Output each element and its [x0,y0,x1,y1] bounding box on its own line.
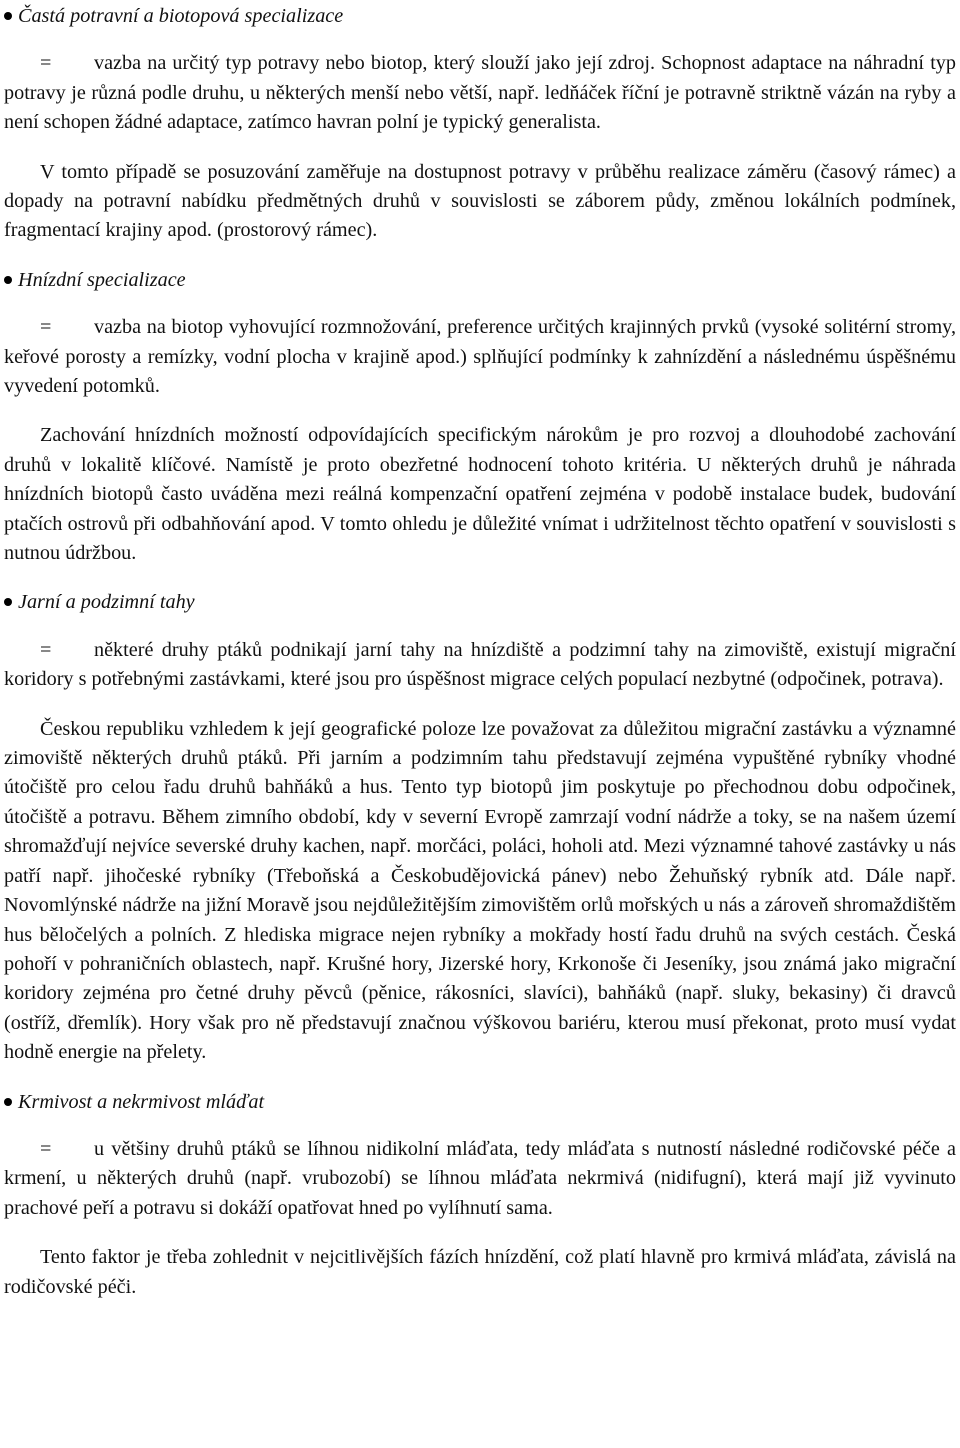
paragraph: Zachování hnízdních možností odpovídajících specifickým nárokům je pro rozvoj a dlouhodobé zachování druhů v lokalitě klíčové. Namístě je proto obezřetné hodnocení tohoto kritéria. U některých druhů je náhrada hnízdních biotopů často uváděna mezi reálná kompenzační opatření zejména v podobě instalace budek, budování ptačích ostrovů při odbahňování apod. V tomto ohledu je důležité vnímat i udržitelnost těchto opatření v souvislosti s nutnou údržbou. [4,424,956,565]
document-page [4,0,956,1302]
heading-text: Hnízdní specializace [18,268,186,291]
paragraph: Českou republiku vzhledem k její geografické poloze lze považovat za důležitou migrační zastávku a významné zimoviště některých druhů ptáků. Při jarním a podzimním tahu představují zejména vypuštěné rybníky vhodné útočiště pro celou řadu druhů bahňáků a hus. Tento typ biotopů jim poskytuje po přechodnou dobu odpočinek, útočiště a potravu. Během zimního období, kdy v severní Evropě zamrzají vodní nádrže a toky, se na našem území shromažďují nejvíce severské druhy kachen, např. morčáci, poláci, hoholi atd. Mezi významné tahové zastávky u nás patří např. jihočeské rybníky (Třeboňská a Českobudějovická pánev) nebo Žehuňský rybník atd. Dále např. Novomlýnské nádrže na jižní Moravě jsou nejdůležitějším zimovištěm orlů mořských u nás a zároveň shromaždištěm hus běločelých a polních. Z hlediska migrace nejen rybníky a mokřady hostí řadu druhů na svých cestách. Česká pohoří v pohraničních oblastech, např. Krušné hory, Jizerské hory, Krkonoše či Jeseníky, jsou známá jako migrační koridory zejména pro četné druhy pěvců (pěnice, rákosníci, slavíci), bahňáků (např. sluky, bekasiny) či dravců (ostříž, dřemlík). Hory však pro ně představují značnou výškovou bariéru, kterou musí překonat, proto musí vydat hodně energie na přelety. [4,717,956,1064]
section-heading [4,1088,956,1117]
section-heading [4,266,956,295]
paragraph-text: vazba na určitý typ potravy nebo biotop, který slouží jako její zdroj. Schopnost adaptace na náhradní typ potravy je různá podle druhu, u některých menší nebo větší, např. ledňáček říční je potravně striktně vázán na ryby a není schopen žádné adaptace, zatímco havran polní je typický generalista. [4,52,956,134]
equals-sign: = [40,316,52,339]
bullet-icon [4,276,12,284]
equals-sign: = [40,638,52,661]
section-heading [4,2,956,31]
paragraph [4,1135,956,1223]
equals-sign: = [40,52,52,75]
paragraph-text: vazba na biotop vyhovující rozmnožování, preference určitých krajinných prvků (vysoké solitérní stromy, keřové porosty a remízky, vodní plocha v krajině apod.) splňující podmínky k zahnízdění a následnému úspěšnému vyvedení potomků. [4,316,956,398]
paragraph-text: některé druhy ptáků podnikají jarní tahy na hnízdiště a podzimní tahy na zimoviště, existují migrační koridory s potřebnými zastávkami, které jsou pro úspěšnost migrace celých populací nezbytné (odpočinek, potrava). [4,638,956,691]
heading-text: Častá potravní a biotopová specializace [18,5,344,27]
paragraph [4,49,956,137]
paragraph: V tomto případě se posuzování zaměřuje na dostupnost potravy v průběhu realizace záměru (časový rámec) a dopady na potravní nabídku předmětných druhů v souvislosti se záborem půdy, změnou lokálních podmínek, fragmentací krajiny apod. (prostorový rámec). [4,160,956,242]
paragraph-text: u většiny druhů ptáků se líhnou nidikolní mláďata, tedy mláďata s nutností následné rodičovské péče a krmení, u některých druhů (např. vrubozobí) se líhnou mláďata nekrmivá (nidifugní), která mají již vyvinuto prachové peří a potravu si dokáží opatřovat hned po vylíhnutí sama. [4,1137,956,1219]
section-heading [4,588,956,617]
paragraph [4,313,956,401]
heading-text: Krmivost a nekrmivost mláďat [18,1090,265,1113]
bullet-icon [4,1098,12,1106]
equals-sign: = [40,1137,52,1160]
heading-text: Jarní a podzimní tahy [18,591,195,614]
bullet-icon [4,598,12,606]
paragraph: Tento faktor je třeba zohlednit v nejcitlivějších fázích hnízdění, což platí hlavně pro krmivá mláďata, závislá na rodičovské péči. [4,1246,956,1298]
bullet-icon [4,12,12,20]
paragraph [4,636,956,695]
